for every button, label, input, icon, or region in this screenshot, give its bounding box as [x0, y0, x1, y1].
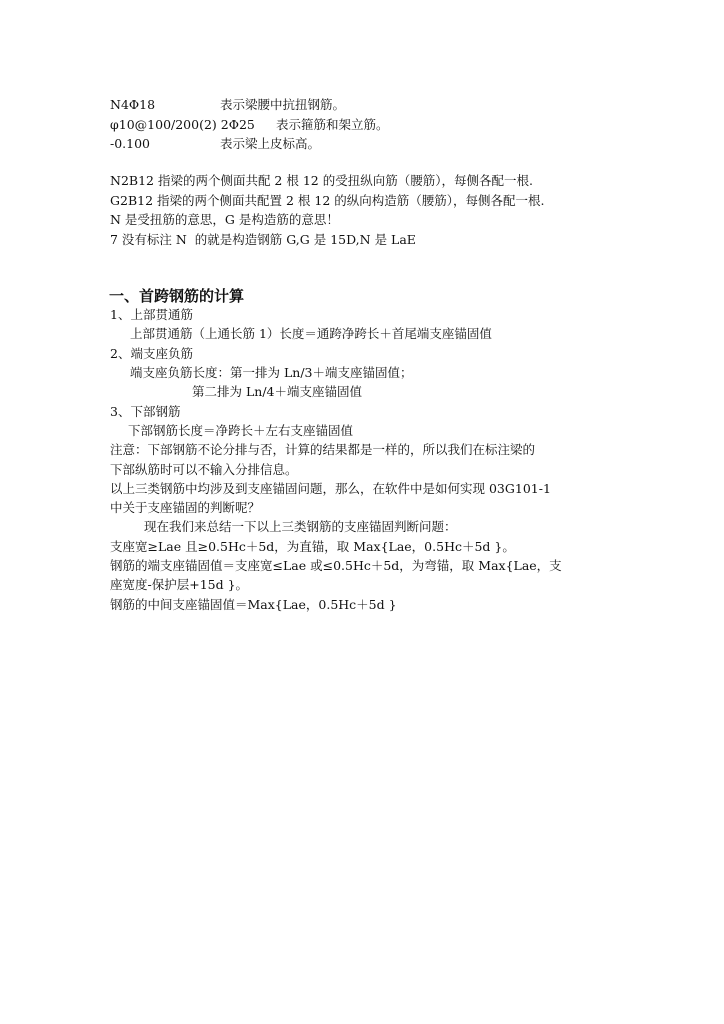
- body-line: 现在我们来总结一下以上三类钢筋的支座锚固判断问题：: [144, 519, 457, 534]
- body-line: 座宽度-保护层+15d }。: [110, 577, 249, 592]
- body-line: 第二排为 Ln/4＋端支座锚固值: [192, 384, 362, 399]
- body-line: 上部贯通筋（上通长筋 1）长度＝通跨净跨长＋首尾端支座锚固值: [130, 326, 492, 341]
- body-line: 3、下部钢筋: [110, 404, 181, 419]
- body-line: 端支座负筋长度：第一排为 Ln/3＋端支座锚固值；: [130, 365, 413, 380]
- note-line: 7 没有标注 N 的就是构造钢筋 G,G 是 15D,N 是 LaE: [110, 232, 416, 247]
- elevation-description: 表示梁上皮标高。: [220, 136, 321, 151]
- body-line: 注意：下部钢筋不论分排与否，计算的结果都是一样的，所以我们在标注梁的: [110, 442, 536, 457]
- section-title: 一、首跨钢筋的计算: [109, 287, 245, 305]
- n4-code: N4Φ18: [110, 97, 156, 112]
- body-line: 下部钢筋长度＝净跨长＋左右支座锚固值: [128, 423, 354, 438]
- body-line: 钢筋的端支座锚固值＝支座宽≤Lae 或≤0.5Hc＋5d，为弯锚，取 Max{Lae，支: [110, 558, 562, 573]
- elevation-code: -0.100: [110, 136, 151, 151]
- n4-description: 表示梁腰中抗扭钢筋。: [220, 97, 346, 112]
- body-line: 下部纵筋时可以不输入分排信息。: [110, 462, 298, 477]
- body-line: 2、端支座负筋: [110, 346, 193, 361]
- body-line: 支座宽≥Lae 且≥0.5Hc＋5d，为直锚，取 Max{Lae，0.5Hc＋5d }。: [110, 539, 515, 554]
- body-line: 钢筋的中间支座锚固值＝Max{Lae，0.5Hc＋5d }: [110, 597, 397, 612]
- note-line: N2B12 指梁的两个侧面共配 2 根 12 的受扭纵向筋（腰筋），每侧各配一根.: [110, 173, 533, 188]
- stirrup-code: φ10@100/200(2) 2Φ25: [110, 117, 255, 132]
- note-line: G2B12 指梁的两个侧面共配置 2 根 12 的纵向构造筋（腰筋），每侧各配一根.: [110, 193, 545, 208]
- note-line: N 是受扭筋的意思，G 是构造筋的意思！: [110, 212, 339, 227]
- stirrup-description: 表示箍筋和架立筋。: [276, 117, 389, 132]
- body-line: 以上三类钢筋中均涉及到支座锚固问题，那么，在软件中是如何实现 03G101-1: [110, 481, 551, 496]
- body-line: 1、上部贯通筋: [110, 307, 193, 322]
- body-line: 中关于支座锚固的判断呢？: [110, 500, 261, 515]
